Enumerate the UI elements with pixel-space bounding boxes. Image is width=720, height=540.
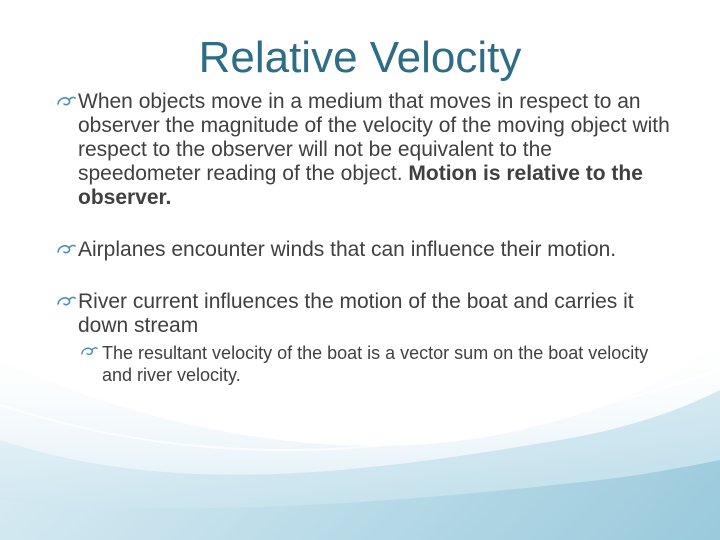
bullet-swirl-icon — [56, 292, 76, 312]
bullet-list — [56, 90, 676, 386]
slide-title: Relative Velocity — [198, 33, 522, 82]
sub-bullet-text: The resultant velocity of the boat is a vector sum on the boat velocity and river velocity. — [102, 343, 649, 385]
bullet-swirl-icon — [80, 343, 98, 361]
bullet-swirl-icon — [56, 240, 76, 260]
sub-bullet-item — [80, 342, 676, 386]
bullet-item — [56, 290, 676, 338]
bullet-swirl-icon — [56, 92, 76, 112]
bullet-text: Airplanes encounter winds that can influence their motion. — [78, 238, 617, 261]
bullet-bold-text: Motion is relative to the observer. — [78, 162, 643, 209]
bullet-item — [56, 90, 676, 210]
bullet-text: River current influences the motion of the boat and carries it down stream — [78, 290, 634, 337]
bullet-item — [56, 238, 676, 262]
bullet-text: When objects move in a medium that moves in respect to an observer the magnitude of the velocity of the moving object with respect to the observer will not be equivalent to the speedometer reading of the object. — [78, 90, 670, 185]
